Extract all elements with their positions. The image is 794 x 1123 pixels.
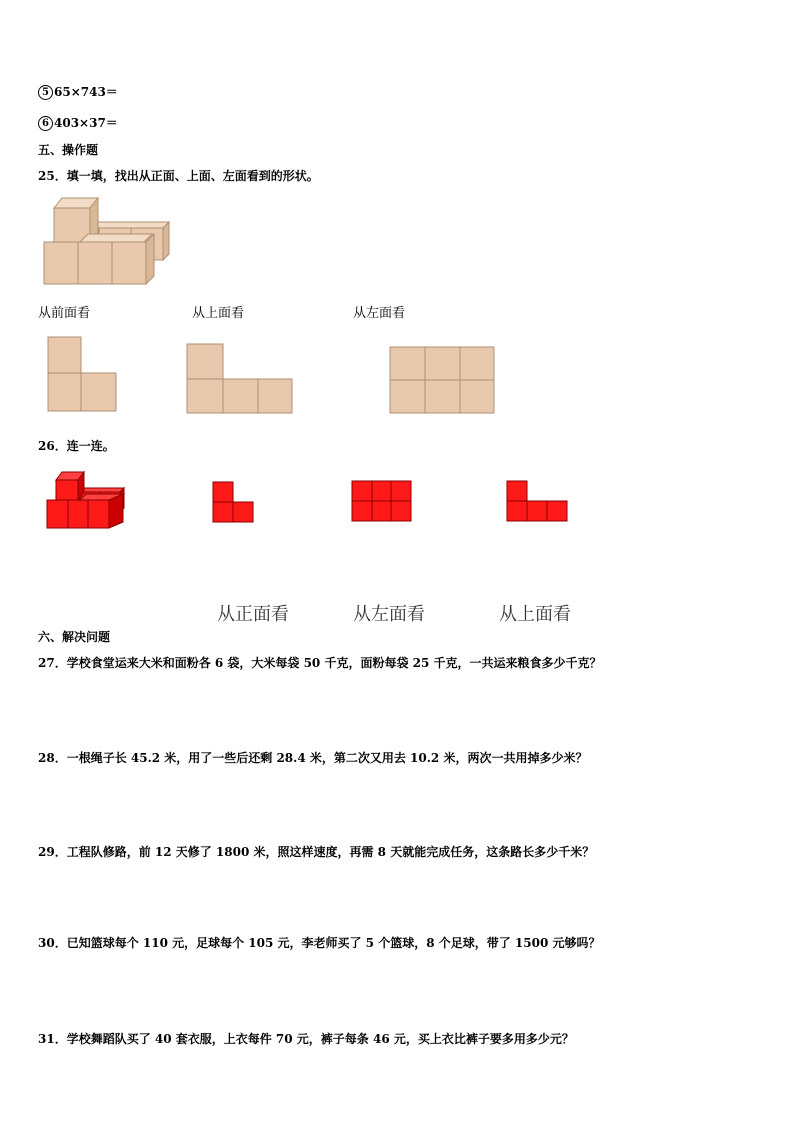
circled-number-6: 6 xyxy=(38,116,53,131)
calc-expression: 403×37＝ xyxy=(54,116,118,130)
match-label-left: 从左面看 xyxy=(353,604,425,625)
question-28-text: 28．一根绳子长 45.2 米，用了一些后还剩 28.4 米，第二次又用去 10.2 米，两次一共用掉多少米？ xyxy=(38,751,588,765)
view-label-left: 从左面看 xyxy=(353,306,406,321)
left-view-shape xyxy=(389,346,497,416)
question-25-text: 25．填一填，找出从正面、上面、左面看到的形状。 xyxy=(38,169,319,183)
question-26-text: 26．连一连。 xyxy=(38,439,115,453)
view-label-top: 从上面看 xyxy=(192,306,245,321)
question-31-text: 31．学校舞蹈队买了 40 套衣服，上衣每件 70 元，裤子每条 46 元，买上衣比裤子要多用多少元？ xyxy=(38,1032,574,1046)
section-5-title: 五、操作题 xyxy=(38,143,99,157)
question-29-text: 29．工程队修路，前 12 天修了 1800 米，照这样速度，再需 8 天就能完成任务，这条路长多少千米？ xyxy=(38,845,595,859)
question-27-text: 27．学校食堂运来大米和面粉各 6 袋，大米每袋 50 千克，面粉每袋 25 千克，一共运来粮食多少千克？ xyxy=(38,656,602,670)
front-row-cubes xyxy=(44,234,154,284)
view-label-front: 从前面看 xyxy=(38,306,91,321)
calc-expression: 65×743＝ xyxy=(54,85,118,99)
match-label-front: 从正面看 xyxy=(217,604,289,625)
section-6-title: 六、解决问题 xyxy=(38,630,111,644)
front-view-shape xyxy=(47,336,119,414)
calc-item-5 xyxy=(38,84,118,100)
question-30-text: 30．已知篮球每个 110 元，足球每个 105 元，李老师买了 5 个篮球，8 个足球，带了 1500 元够吗？ xyxy=(38,936,601,950)
red-view-b xyxy=(351,480,413,524)
red-view-a xyxy=(212,481,256,525)
match-label-top: 从上面看 xyxy=(499,604,571,625)
circled-number-5: 5 xyxy=(38,85,53,100)
calc-item-6 xyxy=(38,115,118,131)
red-view-c xyxy=(506,480,570,524)
q26-red-cube-figure xyxy=(46,470,126,532)
top-view-shape xyxy=(186,343,294,415)
q25-cube-figure xyxy=(42,196,172,288)
